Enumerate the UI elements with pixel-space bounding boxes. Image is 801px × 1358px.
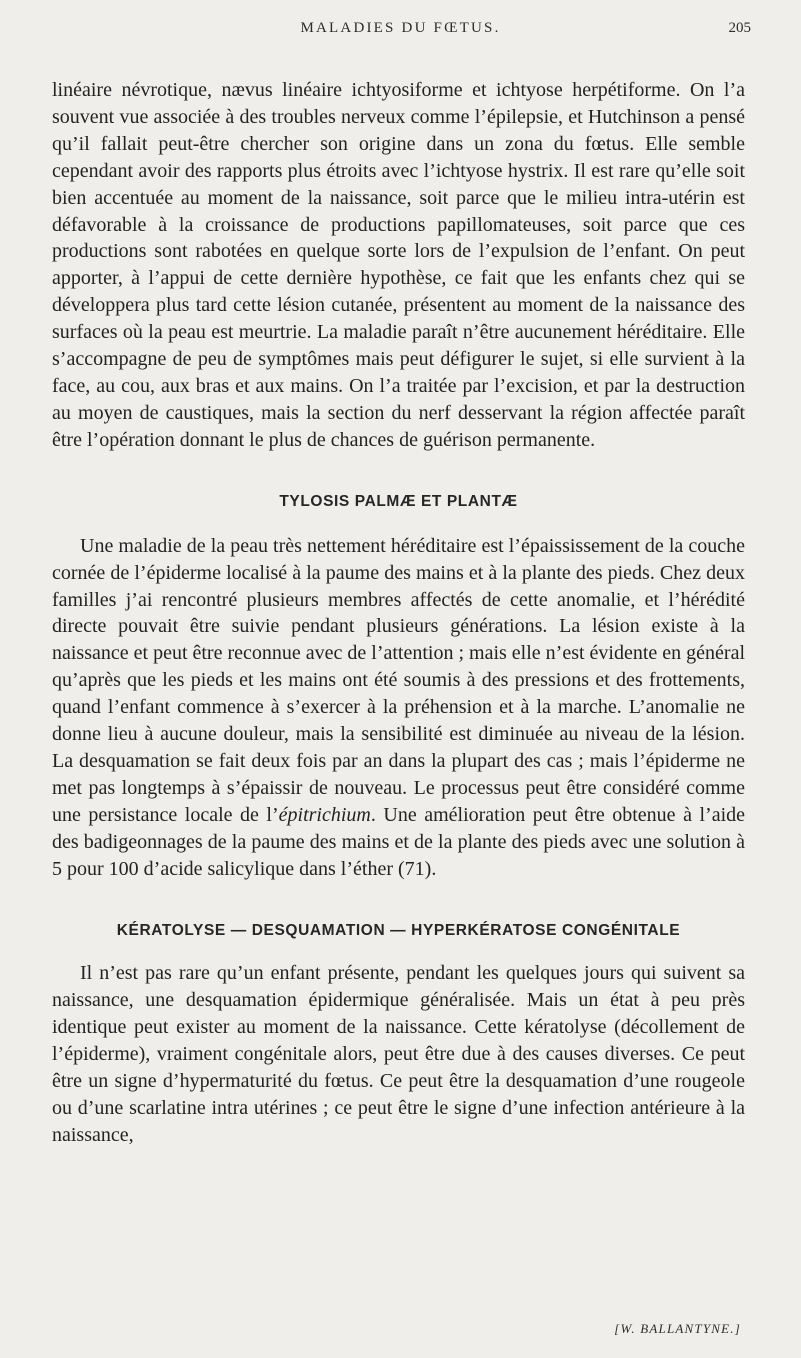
paragraph-keratolyse: Il n’est pas rare qu’un enfant présente, pendant les quelques jours qui suivent sa naissance, une desquamation épidermique généralisée. Mais un état à peu près identique peut exister au moment de la naissance. Cette kératolyse (décollement de l’épiderme), vraiment congénitale alors, peut être due à des causes diverses. Ce peut être un signe d’hypermaturité du fœtus. Ce peut être la desquamation d’une rougeole ou d’une scarlatine intra utérines ; ce peut être le signe d’une infection antérieure à la naissance,: [52, 962, 745, 1146]
paragraph-tylosis-text-a: Une maladie de la peau très nettement héréditaire est l’épaississement de la couche cornée de l’épiderme localisé à la paume des mains et à la plante des pieds. Chez deux familles j’ai rencontré plusieurs membres affectés de cette anomalie, et l’hérédité directe pouvait être suivie pendant plusieurs générations. La lésion existe à la naissance et peut être reconnue avec de l’attention ; mais elle n’est évidente en général qu’après que les pieds et les mains ont été soumis à des pressions et des frottements, quand l’enfant commence à s’exercer à la préhension et à la marche. L’anomalie ne donne lieu à aucune douleur, mais la sensibilité est diminuée au niveau de la lésion. La desquamation se fait deux fois par an dans la plupart des cas ; mais l’épiderme ne met pas longtemps à s’épaissir de nouveau. Le processus peut être considéré comme une persistance locale de l’: [52, 534, 746, 826]
page-number: 205: [728, 20, 751, 36]
running-head: [0, 20, 801, 50]
italic-term-epitrichium: épitrichium: [278, 803, 371, 826]
paragraph-ichtyose-lineaire: linéaire névrotique, nævus linéaire ichtyosiforme et ichtyose herpétiforme. On l’a souvent vue associée à des troubles nerveux comme l’épilepsie, et Hutchinson a pensé qu’il fallait peut-être chercher son origine dans un zona du fœtus. Elle semble cependant avoir des rapports plus étroits avec l’ichtyose hystrix. Il est rare qu’elle soit bien accentuée au moment de la naissance, soit parce que le milieu intra-utérin est défavorable à la croissance de productions papillomateuses, soit parce que ces productions sont rabotées en quelque sorte lors de l’expulsion de l’enfant. On peut apporter, à l’appui de cette dernière hypothèse, ce fait que les enfants chez qui se développera plus tard cette lésion cutanée, présentent au moment de la naissance des surfaces où la peau est meurtrie. La maladie paraît n’être aucunement héréditaire. Elle s’accompagne de peu de symptômes mais peut défigurer le sujet, si elle survient à la face, au cou, aux bras et aux mains. On l’a traitée par l’excision, et par la destruction au moyen de caustiques, mais la section du nerf desservant la région affectée paraît être l’opération donnant le plus de chances de guérison permanente.: [52, 79, 745, 451]
printer-signature-mark: [W. BALLANTYNE.]: [614, 1321, 741, 1336]
page-body: [52, 77, 745, 1149]
paragraph-tylosis: [52, 533, 745, 883]
paragraph-tylosis-text-b: . Une amélioration peut être obtenue à l’aide des badigeonnages de la paume des mains et de la plante des pieds avec une solution à 5 pour 100 d’acide salicylique dans l’éther (71).: [52, 803, 746, 880]
running-title: MALADIES DU FŒTUS.: [300, 20, 501, 36]
section-heading-tylosis: TYLOSIS PALMÆ ET PLANTÆ: [279, 492, 518, 510]
section-heading-keratolyse: KÉRATOLYSE — DESQUAMATION — HYPERKÉRATOSE CONGÉNITALE: [116, 922, 681, 940]
